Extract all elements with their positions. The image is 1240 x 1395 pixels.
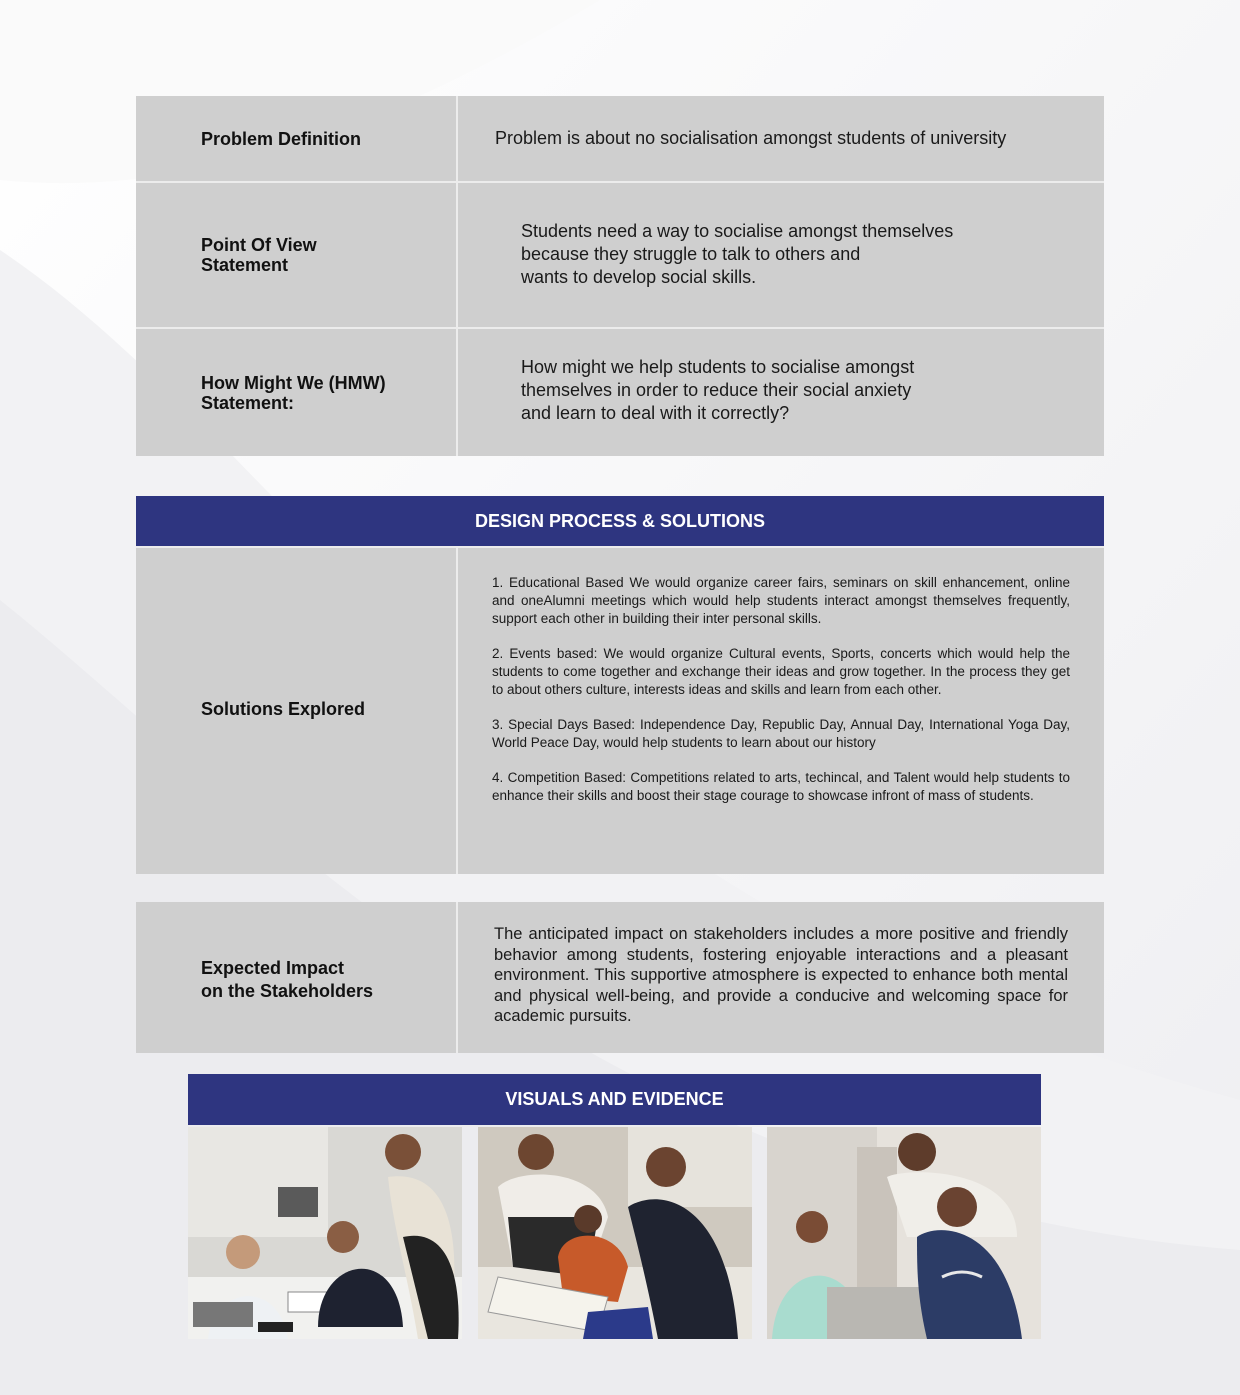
row-solutions xyxy=(136,548,1104,874)
hmw-value: How might we help students to socialise amongst themselves in order to reduce their social anxiety and learn to deal with it correctly? xyxy=(521,357,915,423)
solution-item: 1. Educational Based We would organize career fairs, seminars on skill enhancement, online and oneAlumni meetings which would help students interact amongst themselves frequently, support each other in building their inter personal skills. xyxy=(492,575,1070,626)
problem-definition-value: Problem is about no socialisation amongst students of university xyxy=(495,128,1007,148)
impact-value: The anticipated impact on stakeholders includes a more positive and friendly behavior among students, fostering enjoyable interactions and a pleasant environment. This supportive atmosphere is expected to enhance both mental and physical well-being, and provide a conducive and welcoming space for academic pursuits. xyxy=(494,925,1068,1026)
row-impact xyxy=(136,902,1104,1053)
problem-table xyxy=(136,96,1104,456)
row-hmw xyxy=(136,329,1104,456)
solution-item: 3. Special Days Based: Independence Day, Republic Day, Annual Day, International Yoga Day, World Peace Day, would help students to learn about our history xyxy=(492,717,1070,750)
solutions-label: Solutions Explored xyxy=(136,548,458,874)
visuals-header: VISUALS AND EVIDENCE xyxy=(188,1074,1041,1125)
point-of-view-value: Students need a way to socialise amongst themselves because they struggle to talk to others and wants to develop social skills. xyxy=(521,220,954,287)
solutions-list xyxy=(458,548,1104,874)
evidence-photo-group xyxy=(767,1127,1041,1339)
evidence-photo-discussion xyxy=(478,1127,752,1339)
solution-item: 2. Events based: We would organize Cultural events, Sports, concerts which would help the students to come together and exchange their ideas and grow together. In the process they get to about others culture, interests ideas and skills and learn from each other. xyxy=(492,646,1070,697)
row-problem-definition xyxy=(136,96,1104,183)
row-point-of-view xyxy=(136,183,1104,329)
evidence-photo-office xyxy=(188,1127,462,1339)
design-process-header: DESIGN PROCESS & SOLUTIONS xyxy=(136,496,1104,548)
solution-item: 4. Competition Based: Competitions related to arts, techincal, and Talent would help students to enhance their skills and boost their stage courage to showcase infront of mass of students. xyxy=(492,770,1070,803)
photo-gallery xyxy=(188,1127,1041,1339)
point-of-view-label: Point Of View Statement xyxy=(136,183,458,327)
visuals-section xyxy=(188,1074,1041,1339)
impact-label: Expected Impact on the Stakeholders xyxy=(136,902,458,1053)
hmw-label: How Might We (HMW) Statement: xyxy=(136,329,458,456)
problem-definition-label: Problem Definition xyxy=(136,96,458,181)
impact-table xyxy=(136,902,1104,1053)
design-process-table xyxy=(136,496,1104,874)
